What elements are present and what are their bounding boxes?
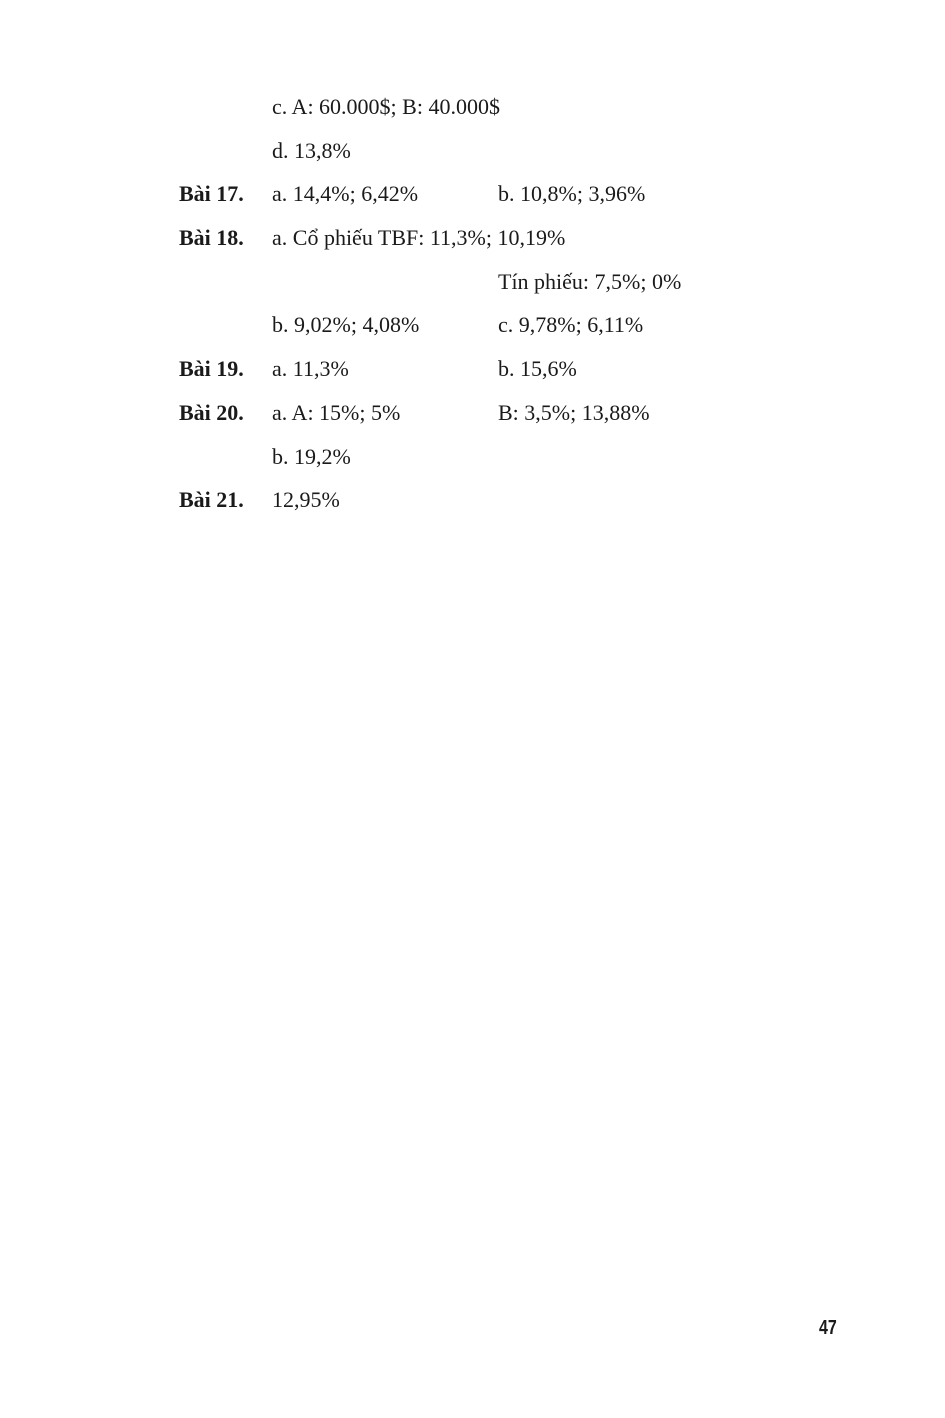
answer-d-continued: d. 13,8% <box>272 138 351 163</box>
exercise-18-answer-a-bond: Tín phiếu: 7,5%; 0% <box>498 269 682 294</box>
exercise-18-answer-b: b. 9,02%; 4,08% <box>272 312 420 337</box>
exercise-21-label: Bài 21. <box>179 487 244 512</box>
page-number: 47 <box>819 1317 837 1339</box>
exercise-18-label: Bài 18. <box>179 225 244 250</box>
exercise-19-answer-a: a. 11,3% <box>272 356 349 381</box>
exercise-20-answer-b: b. 19,2% <box>272 444 351 469</box>
exercise-17-label: Bài 17. <box>179 181 244 206</box>
answer-c-continued: c. A: 60.000$; B: 40.000$ <box>272 94 500 119</box>
exercise-21-answer: 12,95% <box>272 487 340 512</box>
exercise-19-label: Bài 19. <box>179 356 244 381</box>
exercise-20-answer-a-b: B: 3,5%; 13,88% <box>498 400 650 425</box>
exercise-18-answer-a: a. Cổ phiếu TBF: 11,3%; 10,19% <box>272 225 566 250</box>
exercise-17-answer-a: a. 14,4%; 6,42% <box>272 181 419 206</box>
exercise-19-answer-b: b. 15,6% <box>498 356 577 381</box>
exercise-20-answer-a: a. A: 15%; 5% <box>272 400 401 425</box>
exercise-17-answer-b: b. 10,8%; 3,96% <box>498 181 646 206</box>
exercise-20-label: Bài 20. <box>179 400 244 425</box>
exercise-18-answer-c: c. 9,78%; 6,11% <box>498 312 644 337</box>
